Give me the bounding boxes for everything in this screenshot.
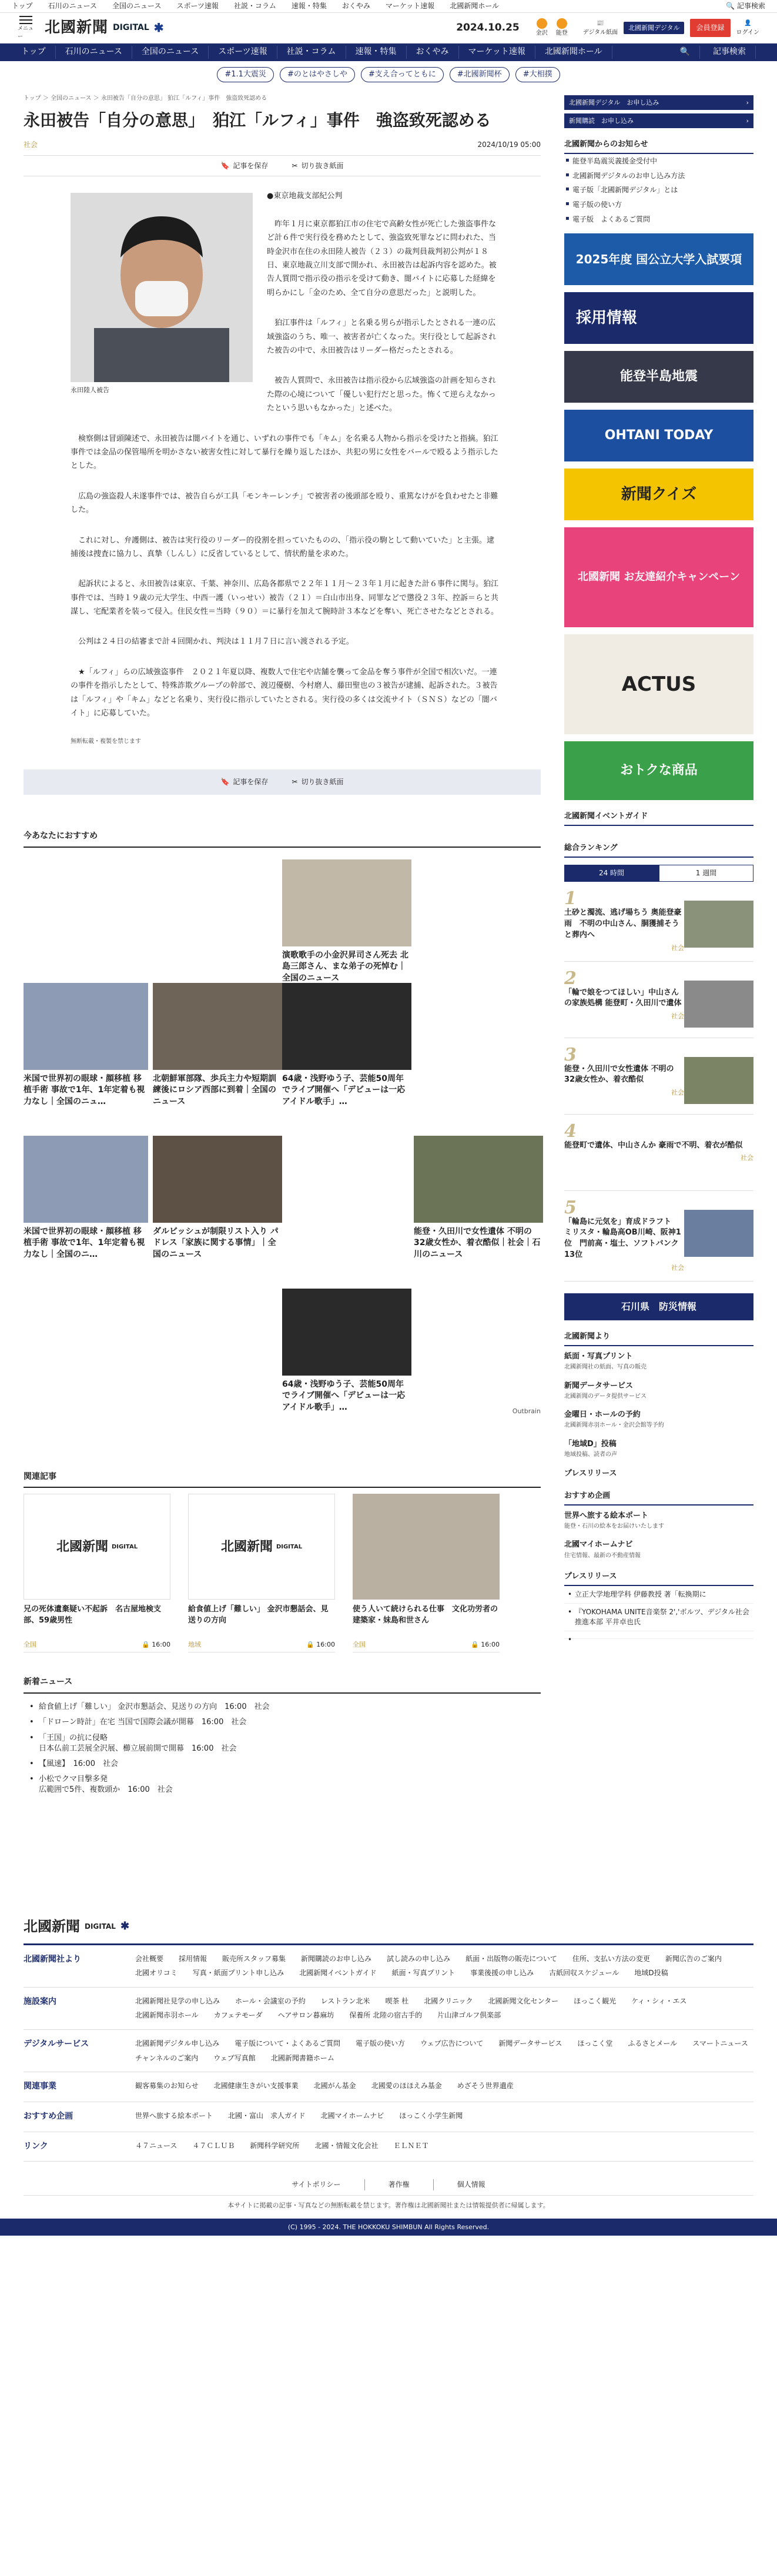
- sunny-icon: [537, 18, 547, 29]
- footer-link[interactable]: 北國マイホームナビ: [320, 2111, 384, 2120]
- footer-link[interactable]: 北國新聞赤羽ホール: [135, 2011, 199, 2020]
- nav-item-editorial[interactable]: 社説・コラム: [277, 46, 346, 59]
- footer-link[interactable]: 北國・富山 求人ガイド: [228, 2111, 306, 2120]
- related-heading: 関連記事: [24, 1471, 541, 1488]
- sidebar: [564, 92, 753, 1798]
- bookmark-icon: 🔖: [220, 778, 230, 787]
- nav-item-obituary[interactable]: おくやみ: [407, 46, 459, 59]
- site-header: [0, 13, 777, 44]
- site-logo[interactable]: 北國新聞 DIGITAL ✱: [45, 19, 165, 37]
- banner-deals[interactable]: おトクな商品: [564, 741, 753, 800]
- related-card[interactable]: 北國新聞 DIGITAL 給食値上げ「難しい」 金沢市懇話会、見送りの方向 地域 🔒 16:00: [188, 1494, 335, 1652]
- article-paragraph: 被告人質問で、永田被告は指示役から広域強盗の計画を知らされた際の心境について「優しい犯行だと思った。怖くて逆らえなかったという思いもなかった」と述べた。: [267, 376, 496, 413]
- save-article-button[interactable]: 🔖 記事を保存: [220, 777, 268, 788]
- article-category[interactable]: 社会: [24, 140, 38, 149]
- nav-item-sports[interactable]: スポーツ速報: [209, 46, 277, 59]
- footer-logo[interactable]: 北國新聞 DIGITAL ✱: [24, 1915, 753, 1945]
- topbar-link-market[interactable]: マーケット速報: [385, 2, 435, 11]
- footer-link[interactable]: 保養所 北陸の宿古手的: [349, 2011, 423, 2020]
- topbar-link-national[interactable]: 全国のニュース: [112, 2, 162, 11]
- footer-link[interactable]: 北國がん基金: [313, 2082, 356, 2090]
- footer-link[interactable]: 世界へ旅する絵本ポート: [135, 2111, 213, 2120]
- footer-link[interactable]: 観客募集のお知らせ: [135, 2082, 199, 2090]
- event-guide-heading[interactable]: 北國新聞イベントガイド: [564, 811, 753, 826]
- ranking-item[interactable]: 3 能登・久田川で女性遺体 不明の32歳女性か、着衣酷似 社会: [564, 1038, 753, 1115]
- photo-caption: 永田陸人被告: [71, 386, 109, 394]
- hashtag[interactable]: #のとはやさしや: [280, 67, 355, 82]
- more-item[interactable]: 「地域D」投稿 地域投稿、読者の声: [564, 1439, 617, 1458]
- press-item[interactable]: [564, 1631, 753, 1639]
- card-image: [153, 983, 282, 1070]
- card-image: [414, 1136, 543, 1223]
- scissors-icon: ✂: [292, 778, 298, 787]
- article-paragraph: 狛江事件は「ルフィ」と名乗る男らが指示したとされる一連の広域強盗のうち、唯一、被害者が亡くなった。実行役として起訴された被告の中で、永田被告はリーダー格だったとされる。: [267, 319, 497, 355]
- article-source: ●東京地裁支部紀公判: [267, 192, 343, 201]
- footer-link[interactable]: ウェブ写真館: [213, 2053, 256, 2062]
- osusume-heading: おすすめ企画: [564, 1490, 753, 1506]
- nav-search[interactable]: 🔍 記事検索: [661, 46, 765, 59]
- footer-link[interactable]: 北國健康生きがい支援事業: [213, 2082, 299, 2090]
- bousai-banner[interactable]: 石川県 防災情報: [564, 1293, 753, 1320]
- recommend-card[interactable]: 米国で世界初の眼球・顔移植 移植手術 事故で1年、1年定着も視力なし｜全国のニュ…: [24, 983, 148, 1108]
- footer-link[interactable]: 北國クリニック: [424, 1996, 473, 2005]
- topbar-search[interactable]: 🔍 記事検索: [726, 1, 765, 12]
- bookmark-icon: 🔖: [220, 161, 230, 170]
- recommend-heading: 今あなたにおすすめ: [24, 830, 541, 848]
- footer-link[interactable]: 新聞広告のご案内: [665, 1954, 722, 1963]
- footer-row-heading: リンク: [24, 2141, 48, 2151]
- footer-link[interactable]: ＥＬＮＥＴ: [393, 2141, 429, 2150]
- footer-link[interactable]: ほっこく観光: [574, 1996, 617, 2005]
- newnews-list: [24, 1700, 541, 1798]
- footer-row: [24, 2030, 753, 2072]
- footer-link[interactable]: ウェブ広告について: [420, 2039, 484, 2048]
- footer-link[interactable]: ケィ・シィ・エス: [631, 1996, 687, 2005]
- ranking-heading: 総合ランキング: [564, 842, 753, 858]
- article-paragraph: 起訴状によると、永田被告は東京、千葉、神奈川、広島各都県で２２年１１月～２３年１月に起きた計６事件に関与。狛江事件では、当時１９歳の元大学生、中西一護（いっせい）被告（２１）＝白山市出身、同罪などで懲役２３年、控訴＝らと共謀し、宅配業者を装って侵入。住民女性＝当時（９０）＝に暴行を加えて腕時計３本などを奪い、死亡させたなどとされる。: [71, 580, 499, 617]
- sunny-icon: [557, 18, 567, 29]
- clip-button[interactable]: ✂ 切り抜き紙面: [292, 160, 343, 172]
- list-item[interactable]: • 「王国」の抗に侵略 日本仏前工芸展全沢展、櫛立展前開で開幕 16:00 社会: [24, 1731, 541, 1757]
- footer-link[interactable]: 北國オリコミ: [135, 1969, 177, 1978]
- footer-link[interactable]: スマートニュース: [692, 2039, 748, 2048]
- notice-item[interactable]: ▪ 電子版「北國新聞デジタル」とは: [564, 183, 753, 198]
- article-photo[interactable]: [71, 193, 253, 396]
- scissors-icon: ✂: [292, 161, 298, 170]
- site-policy-link[interactable]: サイトポリシー: [268, 2179, 364, 2190]
- topbar-link-editorial[interactable]: 社説・コラム: [233, 2, 276, 11]
- footer-link[interactable]: 販売所スタッフ募集: [222, 1954, 286, 1963]
- footer-link[interactable]: 電子版の使い方: [356, 2039, 406, 2048]
- footer-link[interactable]: 事業後援の申し込み: [470, 1969, 534, 1978]
- banner-friend[interactable]: 北國新聞 お友達紹介キャンペーン: [564, 527, 753, 627]
- recommend-card[interactable]: 演歌歌手の小金沢昇司さん死去 北島三郎さん、まな弟子の死悼む｜全国のニュース: [282, 859, 411, 985]
- card-image: [24, 983, 148, 1070]
- topbar-link-ishikawa[interactable]: 石川のニュース: [48, 2, 98, 11]
- footer-link[interactable]: 試し読みの申し込み: [387, 1954, 451, 1963]
- footer-link[interactable]: 地域D投稿: [634, 1969, 668, 1978]
- nav-item-market[interactable]: マーケット速報: [459, 46, 535, 59]
- copyright-note: 無断転載・複製を禁じます: [71, 738, 141, 745]
- article-title: 永田被告「自分の意思」 狛江「ルフィ」事件 強盗致死認める: [24, 110, 491, 130]
- logo-star-icon: ✱: [120, 1920, 130, 1933]
- footer-link[interactable]: ４７ニュース: [135, 2141, 177, 2150]
- weather-widget[interactable]: 金沢 能登: [536, 18, 568, 38]
- footer-link[interactable]: ４７ＣＬＵＢ: [192, 2141, 235, 2150]
- login-button[interactable]: 👤 ログイン: [736, 20, 759, 36]
- ranking-item[interactable]: 1 土砂と濁流、逃げ場ちう 奥能登豪雨 不明の中山さん、胴獲捕そうと葬内へ 社会: [564, 882, 753, 961]
- nav-item-top[interactable]: トップ: [12, 46, 56, 59]
- article-paragraph: 広島の強盗殺人未遂事件では、被告自らが工具「モンキーレンチ」で被害者の後頭部を殴り、重篤なけがを負わせたと非難した。: [71, 491, 498, 515]
- topbar-link-sports[interactable]: スポーツ速報: [176, 2, 219, 11]
- footer-link[interactable]: 北國新聞社見学の申し込み: [135, 1996, 220, 2005]
- copyright-link[interactable]: 著作権: [365, 2179, 434, 2190]
- footer-bottom-links: [24, 2179, 753, 2196]
- more-item[interactable]: プレスリリース: [564, 1468, 617, 1478]
- banner-exam[interactable]: 2025年度 国公立大学入試要項: [564, 233, 753, 285]
- osusume-item[interactable]: 世界へ旅する絵本ポート 能登・石川の絵本をお届けいたします: [564, 1511, 664, 1530]
- footer-row: [24, 2072, 753, 2102]
- footer-link[interactable]: チャンネルのご案内: [135, 2053, 199, 2062]
- footer-link[interactable]: ヘアサロン暮麻坊: [277, 2011, 334, 2020]
- logo-thumbnail: 北國新聞 DIGITAL: [24, 1494, 170, 1600]
- footer-link[interactable]: ホール・会議室の予約: [235, 1996, 306, 2005]
- clip-button[interactable]: ✂ 切り抜き紙面: [292, 777, 343, 788]
- footer-link[interactable]: ほっこく堂: [577, 2039, 613, 2048]
- footer-row: [24, 1988, 753, 2030]
- card-image: [24, 1136, 148, 1223]
- site-footer: [0, 1915, 777, 2210]
- hashtag[interactable]: #北國新聞杯: [450, 67, 510, 82]
- hashtag-bar: [0, 61, 777, 88]
- ranking-tabs: [564, 865, 753, 882]
- footer-row-heading: おすすめ企画: [24, 2111, 73, 2121]
- search-icon: 🔍: [671, 46, 700, 59]
- save-article-button[interactable]: 🔖 記事を保存: [220, 160, 268, 172]
- outbrain-logo[interactable]: Outbrain: [512, 1407, 541, 1415]
- footer-row-heading: 関連事業: [24, 2082, 56, 2092]
- main-column: [24, 92, 541, 1798]
- banner-recruit[interactable]: 採用情報: [564, 292, 753, 344]
- recommend-card[interactable]: 北朝鮮軍部隊、歩兵主力や短期訓練後にロシア西部に到着｜全国のニュース: [153, 983, 282, 1108]
- topbar-link-special[interactable]: 速報・特集: [291, 2, 327, 11]
- press-heading: プレスリリース: [564, 1571, 753, 1586]
- tab-24h[interactable]: 24 時間: [564, 865, 659, 882]
- notice-item[interactable]: ▪ 北國新聞デジタルのお申し込み方法: [564, 169, 753, 183]
- footer-link[interactable]: 会社概要: [135, 1954, 164, 1963]
- footer-link[interactable]: 紙面・出版物の販売について: [465, 1954, 557, 1963]
- footer-link[interactable]: ふるさとメール: [628, 2039, 678, 2048]
- article-meta: [24, 139, 541, 156]
- footer-row: [24, 1945, 753, 1988]
- nav-item-hall[interactable]: 北國新聞ホール: [535, 46, 612, 59]
- logo-thumbnail: 北國新聞 DIGITAL: [188, 1494, 335, 1600]
- article-paragraph: 昨年１月に東京都狛江市の住宅で高齢女性が死亡した強盗事件など計６件で実行役を務めたとして、強盗致死罪などに問われた、当時金沢市在住の永田陸人被告（２３）の裁判員裁判初公判が１８日、東京地裁立川支部で開かれ、永田被告は起訴内容を認めた。被告人質問で指示役の指示を受けて動き、闇バイトに応募した経緯を明らかにし「金のため、全て自分の意思だった」と説明した。: [267, 219, 497, 297]
- more-item[interactable]: 金曜日・ホールの予約 北國新聞赤羽ホール・金沢会館等予約: [564, 1410, 664, 1429]
- list-item[interactable]: • 給食値上げ「難しい」 金沢市懇話会、見送りの方向 16:00 社会: [24, 1700, 541, 1715]
- article-date: 2024/10/19 05:00: [477, 140, 541, 149]
- breadcrumb[interactable]: トップ ＞ 全国のニュース ＞ 永田被告「自分の意思」 狛江「ルフィ」事件 強盗致死認める: [24, 95, 267, 102]
- ranking-thumb: [684, 981, 753, 1028]
- ranking-thumb: [684, 901, 753, 948]
- footer-link[interactable]: 喫茶 杜: [385, 1996, 409, 2005]
- ranking-item[interactable]: 5 「輪島に元気を」育成ドラフト ミリスタ・輪島高OB川崎、阪神1位 門前高・塩士、ソフトバンク13位 社会: [564, 1191, 753, 1282]
- banner-noto[interactable]: 能登半島地震: [564, 351, 753, 403]
- hashtag[interactable]: #支え合ってともに: [361, 67, 444, 82]
- footer-link[interactable]: 住所、支払い方法の変更: [572, 1954, 650, 1963]
- banner-quiz[interactable]: 新聞クイズ: [564, 469, 753, 520]
- topbar-link-obituary[interactable]: おくやみ: [341, 2, 370, 11]
- menu-button[interactable]: メニュー: [18, 15, 34, 42]
- footer-link[interactable]: 北國新聞文化センター: [488, 1996, 559, 2005]
- footer-link[interactable]: 新聞購読のお申し込み: [301, 1954, 372, 1963]
- footer-row-heading: デジタルサービス: [24, 2039, 89, 2049]
- ranking-thumb: [684, 1057, 753, 1104]
- footer-link[interactable]: 北國新聞イベントガイド: [299, 1969, 377, 1978]
- banner-ohtani[interactable]: OHTANI TODAY: [564, 410, 753, 461]
- recommend-card[interactable]: 能登・久田川で女性遺体 不明の32歳女性か、着衣酷似｜社会｜石川のニュース: [414, 1136, 543, 1261]
- card-image: [153, 1136, 282, 1223]
- card-image: [282, 983, 411, 1070]
- osusume-item[interactable]: 北國マイホームナビ 住宅情報、最新の不動産情報: [564, 1540, 641, 1559]
- copyright: (C) 1995 - 2024. THE HOKKOKU SHIMBUN All Rights Reserved.: [0, 2219, 777, 2236]
- more-heading: 北國新聞より: [564, 1331, 753, 1346]
- footer-link[interactable]: レストラン北米: [320, 1996, 370, 2005]
- lock-icon: 🔒: [142, 1641, 150, 1649]
- chevron-right-icon: ›: [746, 117, 749, 125]
- card-image: [282, 859, 411, 946]
- article-tools: [24, 156, 541, 177]
- article-paragraph: ★「ルフィ」らの広域強盗事件 ２０２１年夏以降、複数人で住宅や店舗を襲って金品を奪う事件が全国で相次いだ。一連の事件を指示したとして、特殊詐欺グループの幹部で、渡辺優樹、今村磨人、藤田聖也の３被告が逮捕、起訴された。３被告は「ルフィ」や「キム」などと名乗り、実行役に指示していたとされる。実行役の多くは交流サイト（ＳＮＳ）などの「闇バイト」に応募していた。: [71, 667, 498, 718]
- article-body: [24, 176, 541, 747]
- article-paragraph: 公判は２４日の結審まで計４回開かれ、判決は１１月７日に言い渡される予定。: [78, 637, 354, 647]
- hashtag[interactable]: #1.1大震災: [217, 67, 274, 82]
- footer-link[interactable]: めざそう世界遺産: [457, 2082, 514, 2090]
- chevron-right-icon: ›: [746, 99, 749, 106]
- recommend-card[interactable]: 64歳・浅野ゆう子、芸能50周年でライブ開催へ「デビューは一応アイドル歌手」…: [282, 1289, 411, 1414]
- article-paragraph: 検察側は冒頭陳述で、永田被告は闇バイトを通じ、いずれの事件でも「キム」を名乗る人物から指示を受けたと指摘。狛江事件では金品の保管場所を明かさない被害女性に対して暴行を繰り返したほか、共犯の男に女性をバールで殴るよう指示したとした。: [71, 434, 498, 471]
- recommend-card[interactable]: 64歳・浅野ゆう子、芸能50周年でライブ開催へ「デビューは一応アイドル歌手」…: [282, 983, 411, 1108]
- footer-link[interactable]: 片山津ゴルフ倶楽部: [437, 2011, 501, 2020]
- search-icon: 🔍: [726, 2, 735, 11]
- more-item[interactable]: 紙面・写真プリント 北國新聞社の紙面、写真の販売: [564, 1352, 647, 1371]
- hashtag[interactable]: #大相撲: [515, 67, 560, 82]
- footer-link[interactable]: 写真・紙面プリント申し込み: [192, 1969, 284, 1978]
- tab-week[interactable]: 1 週間: [659, 865, 753, 882]
- press-item[interactable]: • 立正大学地理学科 伊藤教授 著「転換期に: [564, 1586, 753, 1604]
- related-list: [24, 1494, 541, 1652]
- related-photo: [353, 1494, 500, 1600]
- more-item[interactable]: 新聞データサービス 北國新聞のデータ提供サービス: [564, 1381, 647, 1400]
- sidebar-paper-button[interactable]: 新聞購読 お申し込み ›: [564, 113, 753, 128]
- footer-row: [24, 2132, 753, 2162]
- ranking-item[interactable]: 4 能登町で遺体、中山さんか 豪雨で不明、着衣が酷似 社会: [564, 1115, 753, 1191]
- list-item[interactable]: • 「ドローン時計」在宅 当国で国際会議が開幕 16:00 社会: [24, 1715, 541, 1730]
- privacy-link[interactable]: 個人情報: [457, 2180, 485, 2189]
- sidebar-digital-button[interactable]: 北國新聞デジタル お申し込み ›: [564, 95, 753, 110]
- footer-link[interactable]: ほっこく小学生新聞: [399, 2111, 463, 2120]
- press-item[interactable]: • 『YOKOHAMA UNITE音楽祭 2','ボルツ、デジタル社会推進本部 平井卓也氏: [564, 1604, 753, 1631]
- footer-row-heading: 施設案内: [24, 1996, 56, 2006]
- recommend-card[interactable]: 米国で世界初の眼球・顔移植 移植手術 事故で1年、1年定着も視力なし｜全国のニ…: [24, 1136, 148, 1261]
- header-date: 2024.10.25: [456, 22, 520, 34]
- lock-icon: 🔒: [471, 1641, 479, 1649]
- topbar-link-hall[interactable]: 北國新聞ホール: [450, 2, 500, 11]
- footer-link[interactable]: 新聞科学研究所: [250, 2141, 300, 2150]
- user-icon: 👤: [744, 20, 752, 26]
- footer-link[interactable]: カフェテモーダ: [213, 2011, 263, 2020]
- topbar-link-top[interactable]: トップ: [12, 2, 33, 11]
- logo-star-icon: ✱: [153, 20, 165, 35]
- nav-item-ishikawa[interactable]: 石川のニュース: [56, 46, 132, 59]
- notice-item[interactable]: ▪ 電子版の使い方: [564, 198, 753, 212]
- footer-link[interactable]: 北國新聞書籍ホーム: [270, 2053, 334, 2062]
- main-nav: [0, 44, 777, 61]
- recommend-card[interactable]: ダルビッシュが制限リスト入り パドレス「家族に関する事情」｜全国のニュース: [153, 1136, 282, 1261]
- lock-icon: 🔒: [306, 1641, 314, 1649]
- ranking-thumb: [684, 1210, 753, 1257]
- related-card[interactable]: 北國新聞 DIGITAL 兄の死体遺棄疑い不起訴 名古屋地検支部、59歳男性 全国 🔒 16:00: [24, 1494, 170, 1652]
- digital-paper-button[interactable]: 📰 デジタル紙面: [582, 20, 618, 36]
- footer-link[interactable]: 紙面・写真プリント: [391, 1969, 456, 1978]
- recommend-grid: [24, 854, 541, 1465]
- newspaper-icon: 📰: [597, 20, 604, 26]
- article-tools-bottom: [24, 770, 541, 795]
- nav-item-national[interactable]: 全国のニュース: [132, 46, 209, 59]
- footer-link[interactable]: 北國・情報文化会社: [314, 2141, 379, 2150]
- subscribe-button[interactable]: 北國新聞デジタル: [624, 22, 684, 34]
- footer-link[interactable]: 北國愛のほほえみ基金: [371, 2082, 442, 2090]
- footer-link[interactable]: 電子版について・よくあるご質問: [235, 2039, 341, 2048]
- press-list: [564, 1586, 753, 1638]
- top-bar: [0, 0, 777, 13]
- footer-link[interactable]: 北國新聞デジタル申し込み: [135, 2039, 220, 2048]
- ranking-item[interactable]: 2 「輪で娘をつてほしい」中山さんの家族処構 能登町・久田川で遺体 社会: [564, 962, 753, 1038]
- card-image: [282, 1289, 411, 1376]
- newnews-heading: 新着ニュース: [24, 1676, 541, 1694]
- notice-list: [564, 154, 753, 226]
- notice-item[interactable]: ▪ 能登半島震災義援金受付中: [564, 154, 753, 169]
- footer-row: [24, 2102, 753, 2132]
- banner-actus[interactable]: ACTUS: [564, 634, 753, 734]
- notice-item[interactable]: ▪ 電子版 よくあるご質問: [564, 212, 753, 227]
- footer-note: 本サイトに掲載の記事・写真などの無断転載を禁じます。著作権は北國新聞社または情報提供者に帰属します。: [227, 2201, 550, 2209]
- related-card[interactable]: 使う人いて続けられる仕事 文化功労者の建築家・妹島和世さん 全国 🔒 16:00: [353, 1494, 500, 1652]
- footer-link[interactable]: 採用情報: [179, 1954, 207, 1963]
- defendant-photo: [71, 193, 253, 382]
- footer-link[interactable]: 古紙回収スケジュール: [549, 1969, 619, 1978]
- notice-heading: 北國新聞からのお知らせ: [564, 139, 753, 154]
- register-button[interactable]: 会員登録: [690, 19, 730, 37]
- footer-link[interactable]: 新聞データサービス: [498, 2039, 562, 2048]
- list-item[interactable]: • 【風速】 16:00 社会: [24, 1757, 541, 1772]
- list-item[interactable]: • 小松でクマ目撃多発 広範囲で5件、複数頭か 16:00 社会: [24, 1772, 541, 1798]
- nav-item-special[interactable]: 速報・特集: [346, 46, 407, 59]
- footer-row-heading: 北國新聞社より: [24, 1954, 81, 1964]
- article-paragraph: これに対し、弁護側は、被告は実行役のリーダー的役割を担っていたものの、「指示役の駒として動いていた」と主張。逮捕後は捜査に協力し、真摯（しんし）に反省しているとして、情状酌量を求めた。: [71, 536, 494, 558]
